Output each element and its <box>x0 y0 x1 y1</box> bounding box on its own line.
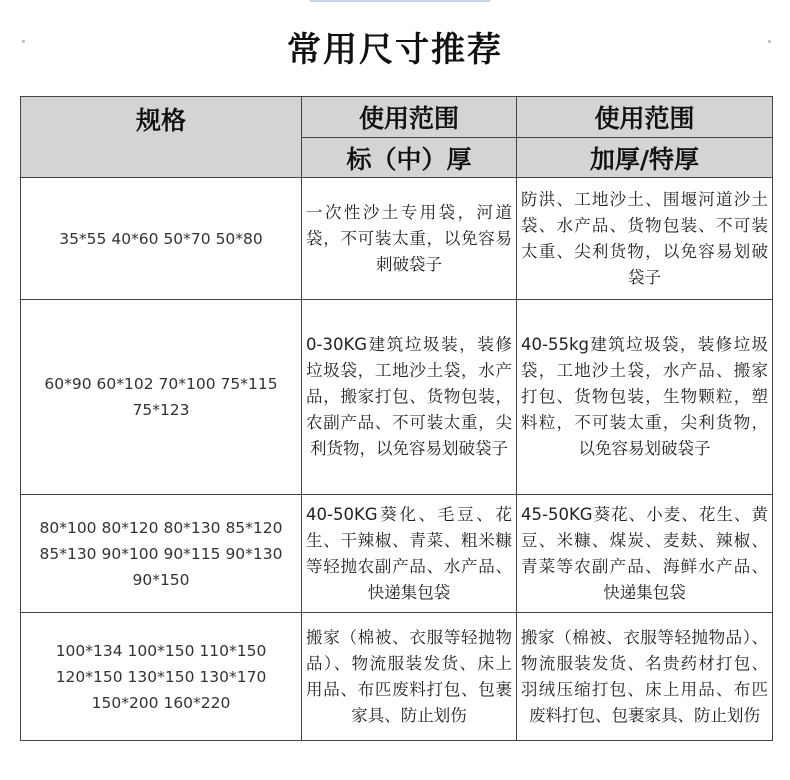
size-recommendation-table <box>20 96 773 741</box>
header-row <box>21 97 773 138</box>
usage-standard-cell: 一次性沙土专用袋，河道袋，不可装太重，以免容易刺破袋子 <box>302 178 517 300</box>
table-row <box>21 178 773 300</box>
header-size: 规格 <box>21 97 302 178</box>
usage-thick-cell: 防洪、工地沙土、围堰河道沙土袋、水产品、货物包装、不可装太重、尖利货物，以免容易划破袋子 <box>517 178 773 300</box>
subheader-standard: 标（中）厚 <box>302 138 517 178</box>
table-row <box>21 495 773 613</box>
size-cell: 35*55 40*60 50*70 50*80 <box>21 178 302 300</box>
header-usage-thick: 使用范围 <box>517 97 773 138</box>
usage-standard-cell: 40-50KG葵化、毛豆、花生、干辣椒、青菜、粗米糠等轻抛农副产品、水产品、快递集包袋 <box>302 495 517 613</box>
top-accent-line <box>310 0 490 2</box>
usage-standard-cell: 0-30KG建筑垃圾装，装修垃圾袋，工地沙土袋，水产品，搬家打包、货物包装，农副产品、不可装太重，尖利货物，以免容易划破袋子 <box>302 300 517 495</box>
size-cell: 100*134 100*150 110*150 120*150 130*150 130*170 150*200 160*220 <box>21 613 302 741</box>
table-row <box>21 613 773 741</box>
usage-thick-cell: 40-55kg建筑垃圾袋，装修垃圾袋，工地沙土袋，水产品、搬家打包、货物包装，生物颗粒，塑料粒，不可装太重，尖利货物，以免容易划破袋子 <box>517 300 773 495</box>
usage-standard-cell: 搬家（棉被、衣服等轻抛物品）、物流服装发货、床上用品、布匹废料打包、包裹家具、防止划伤 <box>302 613 517 741</box>
size-cell: 60*90 60*102 70*100 75*115 75*123 <box>21 300 302 495</box>
page-title: 常用尺寸推荐 <box>287 30 503 70</box>
usage-thick-cell: 搬家（棉被、衣服等轻抛物品）、物流服装发货、名贵药材打包、羽绒压缩打包、床上用品、布匹废料打包、包裹家具、防止划伤 <box>517 613 773 741</box>
header-usage-standard: 使用范围 <box>302 97 517 138</box>
usage-thick-cell: 45-50KG葵花、小麦、花生、黄豆、米糠、煤炭、麦麸、辣椒、青菜等农副产品、海鲜水产品、快递集包袋 <box>517 495 773 613</box>
subheader-thick: 加厚/特厚 <box>517 138 773 178</box>
table-row <box>21 300 773 495</box>
size-cell: 80*100 80*120 80*130 85*120 85*130 90*100 90*115 90*130 90*150 <box>21 495 302 613</box>
